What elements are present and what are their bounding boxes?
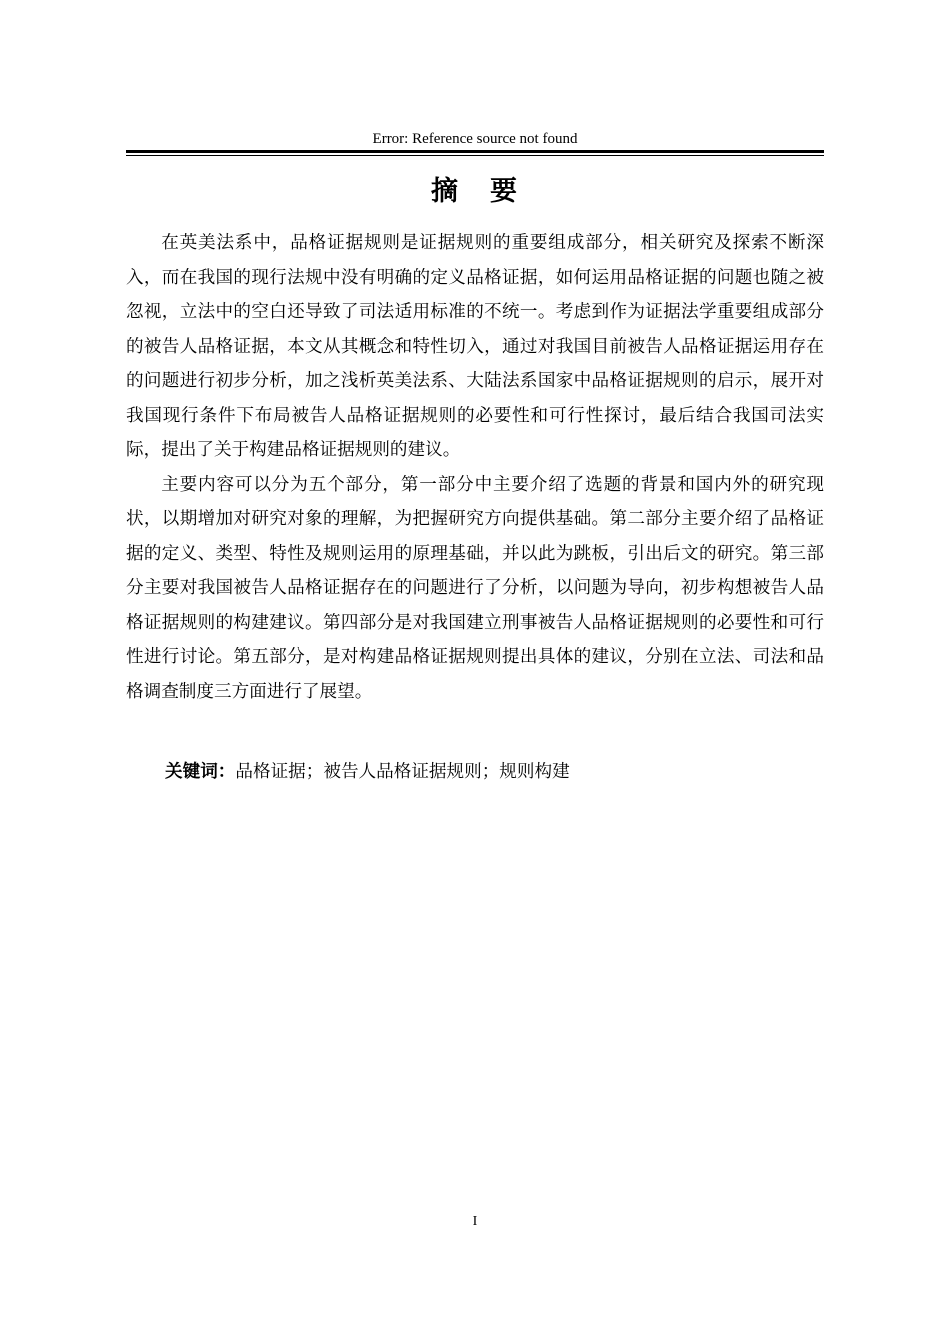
abstract-title (126, 172, 824, 212)
keywords-text: 品格证据；被告人品格证据规则；规则构建 (235, 762, 570, 782)
header-rule-thick (126, 150, 824, 153)
page-number: I (472, 1214, 478, 1229)
abstract-body (126, 226, 824, 709)
keywords-line (165, 758, 805, 786)
title-char-1: 摘 (431, 176, 460, 207)
abstract-paragraph-1: 在英美法系中，品格证据规则是证据规则的重要组成部分，相关研究及探索不断深入，而在我国的现行法规中没有明确的定义品格证据，如何运用品格证据的问题也随之被忽视，立法中的空白还导致了司法适用标准的不统一。考虑到作为证据法学重要组成部分的被告人品格证据，本文从其概念和特性切入，通过对我国目前被告人品格证据运用存在的问题进行初步分析，加之浅析英美法系、大陆法系国家中品格证据规则的启示，展开对我国现行条件下布局被告人品格证据规则的必要性和可行性探讨，最后结合我国司法实际，提出了关于构建品格证据规则的建议。 (126, 233, 824, 460)
header-rule-thin (126, 155, 824, 156)
title-char-2: 要 (490, 176, 519, 207)
running-header: Error: Reference source not found (372, 131, 578, 147)
keywords-label: 关键词： (165, 762, 236, 782)
abstract-paragraph-2: 主要内容可以分为五个部分，第一部分中主要介绍了选题的背景和国内外的研究现状，以期增加对研究对象的理解，为把握研究方向提供基础。第二部分主要介绍了品格证据的定义、类型、特性及规则运用的原理基础，并以此为跳板，引出后文的研究。第三部分主要对我国被告人品格证据存在的问题进行了分析，以问题为导向，初步构想被告人品格证据规则的构建建议。第四部分是对我国建立刑事被告人品格证据规则的必要性和可行性进行讨论。第五部分，是对构建品格证据规则提出具体的建议，分别在立法、司法和品格调查制度三方面进行了展望。 (126, 474, 824, 702)
